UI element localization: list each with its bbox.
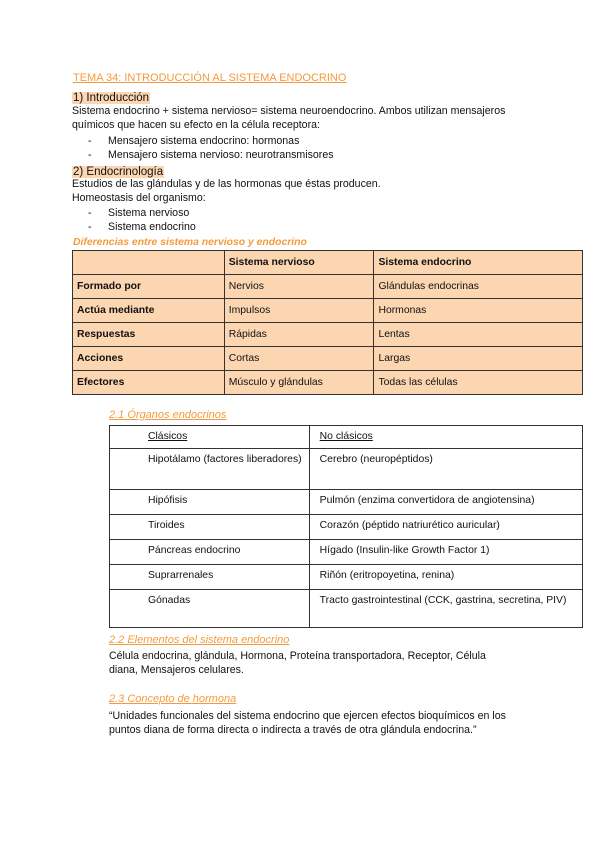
table-cell: Músculo y glándulas (224, 371, 374, 395)
table-cell: Páncreas endocrino (110, 540, 310, 565)
section-1-line-2: químicos que hacen su efecto en la célula receptora: (72, 119, 320, 131)
section-2-3-line-1: “Unidades funcionales del sistema endocrino que ejercen efectos bioquímicos en los (109, 710, 506, 722)
table-row-label: Efectores (73, 371, 225, 395)
table-header-cell (110, 426, 310, 449)
table-row (110, 490, 583, 515)
section-2-3-heading: 2.3 Concepto de hormona (109, 693, 237, 705)
table-row (110, 449, 583, 490)
page-title: TEMA 34: INTRODUCCIÓN AL SISTEMA ENDOCRINO (73, 72, 347, 84)
table-cell: Rápidas (224, 323, 374, 347)
list-item: - Mensajero sistema nervioso: neurotransmisores (72, 148, 334, 162)
list-item: - Mensajero sistema endocrino: hormonas (72, 134, 334, 148)
table-cell: Corazón (péptido natriurético auricular) (309, 515, 582, 540)
table-row-label: Acciones (73, 347, 225, 371)
table-row-label: Formado por (73, 275, 225, 299)
table-cell (73, 251, 225, 275)
section-2-2-line-1: Célula endocrina, glándula, Hormona, Proteína transportadora, Receptor, Célula (109, 650, 486, 662)
table-row (73, 323, 583, 347)
table-cell: Cerebro (neuropéptidos) (309, 449, 582, 490)
section-1-line-1: Sistema endocrino + sistema nervioso= sistema neuroendocrino. Ambos utilizan mensajeros (72, 105, 506, 117)
table-row (110, 515, 583, 540)
section-2-2-heading: 2.2 Elementos del sistema endocrino (109, 634, 290, 646)
table-cell: Impulsos (224, 299, 374, 323)
table-cell: Riñón (eritropoyetina, renina) (309, 565, 582, 590)
list-item: - Sistema endocrino (72, 220, 196, 234)
table-cell: Nervios (224, 275, 374, 299)
table-cell: Glándulas endocrinas (374, 275, 583, 299)
section-2-1-heading: 2.1 Órganos endocrinos (109, 409, 227, 421)
list-item: - Sistema nervioso (72, 206, 196, 220)
section-2-line-1: Estudios de las glándulas y de las hormonas que éstas producen. (72, 178, 381, 190)
section-1-bullet-list (72, 134, 334, 162)
table-row (73, 371, 583, 395)
section-1-heading-text: 1) Introducción (73, 92, 150, 104)
table-row-label: Respuestas (73, 323, 225, 347)
section-2-2-line-2: diana, Mensajeros celulares. (109, 664, 244, 676)
table-cell: Gónadas (110, 590, 310, 628)
section-2-3-line-2: puntos diana de forma directa o indirecta a través de otra glándula endocrina.” (109, 724, 477, 736)
table-cell: Todas las células (374, 371, 583, 395)
table-cell: Suprarrenales (110, 565, 310, 590)
section-2-line-2: Homeostasis del organismo: (72, 192, 206, 204)
table-cell: Tiroides (110, 515, 310, 540)
comparison-table (72, 250, 583, 395)
table-cell: Hígado (Insulin-like Growth Factor 1) (309, 540, 582, 565)
table-header-cell: Sistema nervioso (224, 251, 374, 275)
table-row (73, 347, 583, 371)
section-2-heading-text: 2) Endocrinología (73, 166, 164, 178)
table-row (110, 540, 583, 565)
table-row (73, 299, 583, 323)
header-text: No clásicos (319, 431, 373, 442)
table-cell: Largas (374, 347, 583, 371)
table-header-row (110, 426, 583, 449)
table-cell: Pulmón (enzima convertidora de angiotensina) (309, 490, 582, 515)
table-header-cell: Sistema endocrino (374, 251, 583, 275)
table-header-row (73, 251, 583, 275)
section-2-bullet-list (72, 206, 196, 234)
table-row (110, 590, 583, 628)
header-text: Clásicos (148, 431, 188, 442)
table-cell: Hipófisis (110, 490, 310, 515)
organs-table (109, 425, 583, 628)
table-row (110, 565, 583, 590)
table-cell: Tracto gastrointestinal (CCK, gastrina, secretina, PIV) (309, 590, 582, 628)
table-row (73, 275, 583, 299)
table-cell: Hormonas (374, 299, 583, 323)
table-cell: Cortas (224, 347, 374, 371)
table-header-cell (309, 426, 582, 449)
table-caption: Diferencias entre sistema nervioso y endocrino (73, 237, 307, 248)
table-row-label: Actúa mediante (73, 299, 225, 323)
table-cell: Lentas (374, 323, 583, 347)
table-cell: Hipotálamo (factores liberadores) (110, 449, 310, 490)
